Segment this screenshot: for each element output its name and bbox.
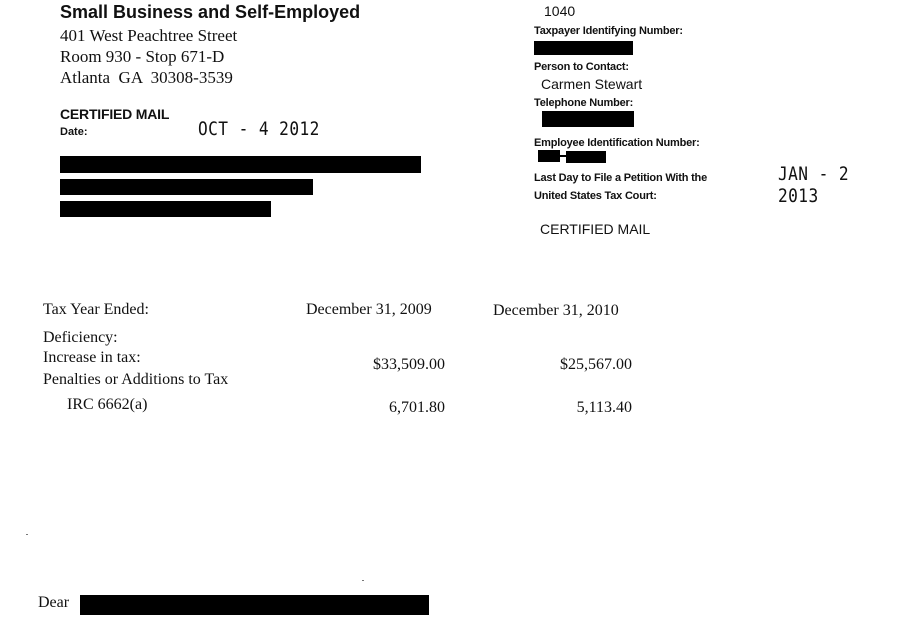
- employee-id-label: Employee Identification Number:: [534, 137, 700, 149]
- penalties-label: Penalties or Additions to Tax: [43, 371, 229, 388]
- salutation: Dear: [38, 594, 70, 611]
- sender-address-line-3: Atlanta GA 30308-3539: [60, 68, 233, 87]
- year-header-2009: December 31, 2009: [306, 301, 432, 318]
- tax-year-ended-label: Tax Year Ended:: [43, 301, 149, 318]
- increase-2009-value: $33,509.00: [373, 356, 445, 373]
- petition-date-stamp: JAN - 2 2013: [778, 163, 850, 207]
- date-stamp: OCT - 4 2012: [198, 118, 320, 140]
- certified-mail-label-right: CERTIFIED MAIL: [540, 221, 651, 237]
- increase-2010-value: $25,567.00: [560, 356, 632, 373]
- redacted-recipient-line-1: [60, 156, 421, 173]
- contact-name: Carmen Stewart: [541, 76, 643, 92]
- redacted-telephone: [542, 111, 634, 127]
- petition-label-line-1: Last Day to File a Petition With the: [534, 172, 707, 184]
- sender-address-line-2: Room 930 - Stop 671-D: [60, 47, 225, 66]
- year-header-2010: December 31, 2010: [493, 302, 619, 319]
- irc-6662a-label: IRC 6662(a): [67, 396, 148, 413]
- scan-speck: [26, 534, 28, 535]
- petition-label-line-2: United States Tax Court:: [534, 190, 657, 202]
- redacted-taxpayer-id: [534, 41, 633, 55]
- form-number: 1040: [544, 3, 576, 19]
- irc-2010-value: 5,113.40: [576, 399, 632, 416]
- irc-2009-value: 6,701.80: [389, 399, 445, 416]
- redacted-recipient-line-3: [60, 201, 271, 217]
- scan-speck: [362, 580, 364, 581]
- deficiency-label: Deficiency:: [43, 329, 118, 346]
- telephone-label: Telephone Number:: [534, 97, 634, 109]
- increase-in-tax-label: Increase in tax:: [43, 349, 141, 366]
- redacted-employee-id-part-1: [538, 150, 560, 162]
- certified-mail-label: CERTIFIED MAIL: [60, 106, 170, 122]
- date-label: Date:: [60, 126, 88, 138]
- redacted-employee-id-part-2: [566, 151, 606, 163]
- redacted-recipient-line-2: [60, 179, 313, 195]
- redacted-recipient-name: [80, 595, 429, 615]
- sender-org-name: Small Business and Self-Employed: [60, 2, 361, 22]
- contact-label: Person to Contact:: [534, 61, 629, 73]
- taxpayer-id-label: Taxpayer Identifying Number:: [534, 25, 683, 37]
- sender-address-line-1: 401 West Peachtree Street: [60, 26, 238, 45]
